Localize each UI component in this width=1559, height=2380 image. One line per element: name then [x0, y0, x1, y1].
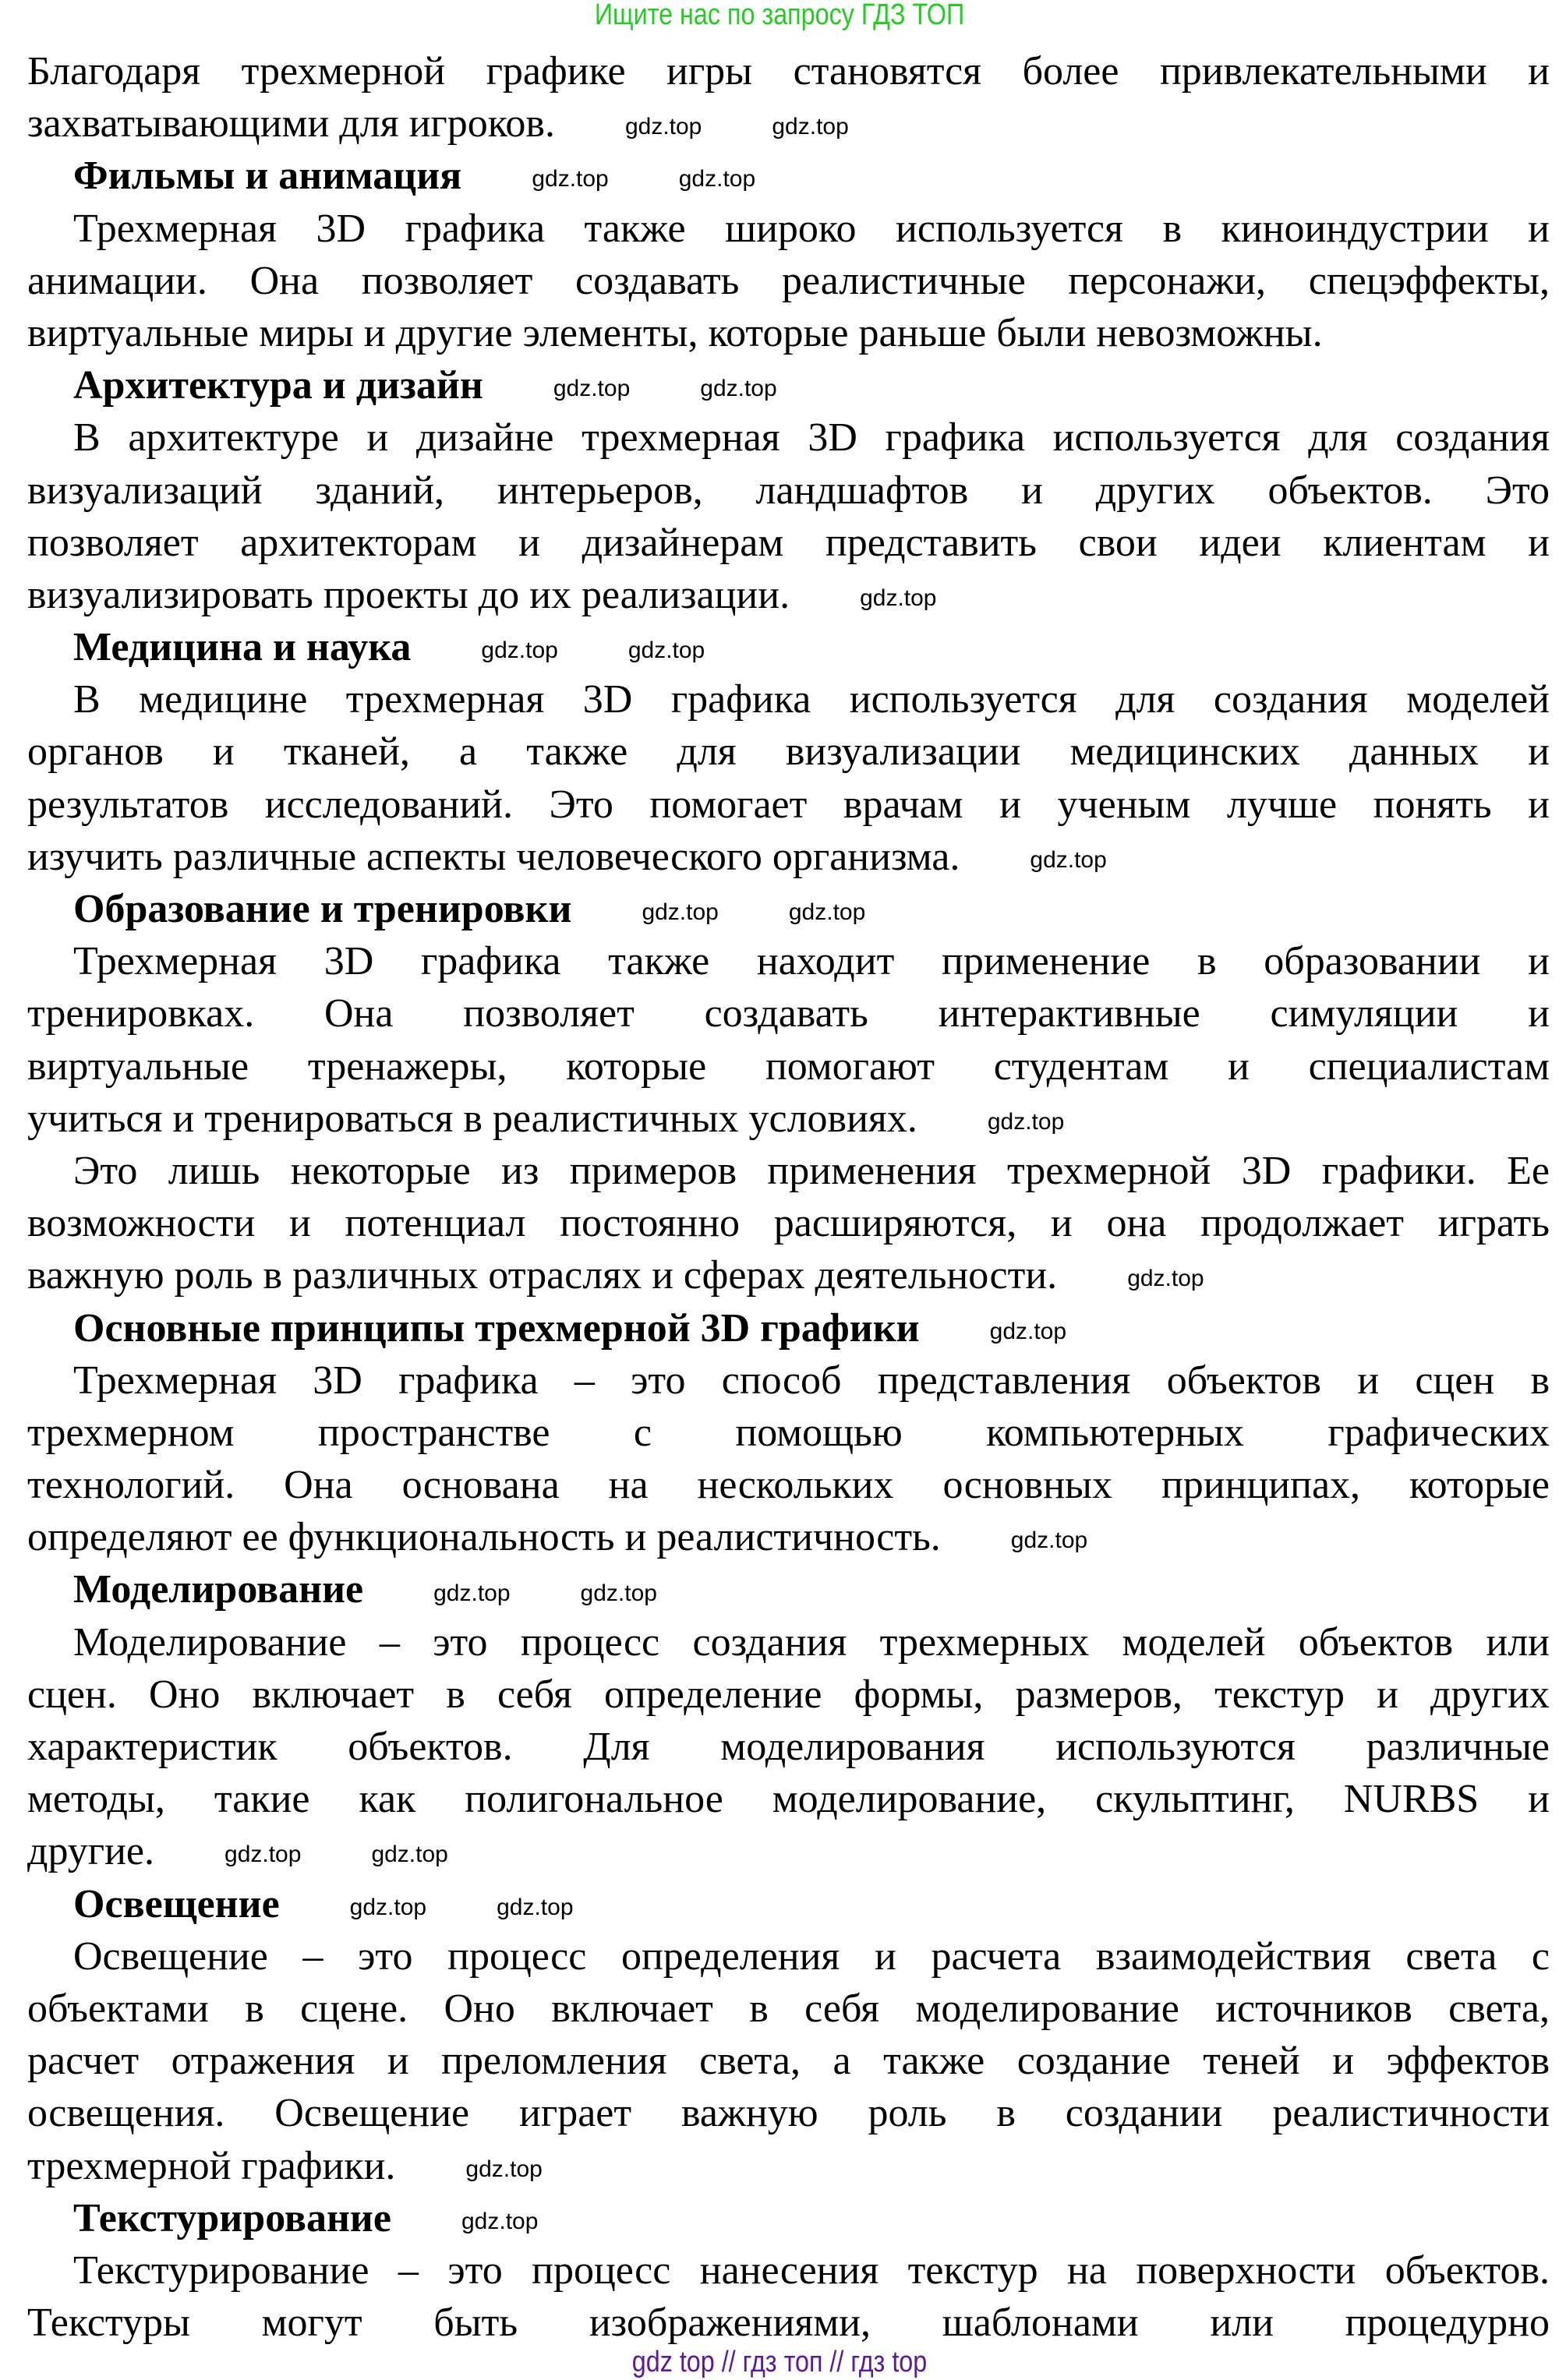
text-line-content: органов и тканей, а также для визуализации медицинских данных и: [27, 729, 1550, 775]
text-line-content: Моделирование – это процесс создания трехмерных моделей объектов или: [73, 1619, 1550, 1665]
text-line-content: Освещение: [73, 1881, 280, 1926]
text-line: [27, 1302, 1550, 1354]
paragraph: [27, 1354, 1550, 1564]
text-line-content: Моделирование: [73, 1567, 364, 1612]
text-line-content: тренировках. Она позволяет создавать интерактивные симуляции и: [27, 991, 1550, 1036]
text-line: [27, 2087, 1550, 2139]
section-heading: [27, 150, 1550, 202]
text-line-content: результатов исследований. Это помогает врачам и ученым лучше понять и: [27, 782, 1550, 827]
text-line: [27, 1825, 1550, 1877]
text-line-content: Благодаря трехмерной графике игры становятся более привлекательными и: [27, 49, 1550, 94]
search-banner: Ищите нас по запросу ГДЗ ТОП: [594, 0, 965, 31]
text-line-content: Медицина и наука: [73, 625, 412, 670]
text-line: [27, 621, 1550, 673]
text-line: [27, 1930, 1550, 1983]
watermark: gdz.top: [700, 376, 777, 402]
watermark: gdz.top: [772, 114, 849, 140]
text-line: [27, 2244, 1550, 2297]
text-line: [27, 2035, 1550, 2087]
text-line: [27, 1773, 1550, 1825]
text-line: [27, 464, 1550, 517]
text-line: [27, 831, 1550, 883]
text-line: [27, 569, 1550, 621]
text-line: [27, 1145, 1550, 1197]
watermark: gdz.top: [860, 584, 937, 611]
text-line-content: Трехмерная 3D графика – это способ представления объектов и сцен в: [73, 1358, 1550, 1403]
watermark: gdz.top: [580, 1580, 657, 1606]
text-line-content: освещения. Освещение играет важную роль в создании реалистичности: [27, 2091, 1550, 2136]
text-line: [27, 1878, 1550, 1930]
text-line: [27, 673, 1550, 726]
text-line-content: Трехмерная 3D графика также находит применение в образовании и: [73, 939, 1550, 984]
text-line-content: Текстурирование – это процесс нанесения текстур на поверхности объектов.: [73, 2248, 1550, 2293]
text-line-content: Трехмерная 3D графика также широко используется в киноиндустрии и: [73, 206, 1550, 251]
text-line-content: захватывающими для игроков.: [27, 101, 555, 147]
watermark: gdz.top: [627, 637, 705, 664]
text-line: [27, 97, 1550, 150]
text-line-content: виртуальные тренажеры, которые помогают студентам и специалистам: [27, 1043, 1550, 1089]
text-line-content: Фильмы и анимация: [73, 154, 462, 199]
watermark: gdz.top: [678, 166, 756, 192]
watermark: gdz.top: [1010, 1527, 1088, 1554]
text-line-content: Текстуры могут быть изображениями, шаблонами или процедурно: [27, 2301, 1550, 2346]
text-line-content: трехмерном пространстве с помощью компьютерных графических: [27, 1410, 1550, 1455]
text-line: [27, 1197, 1550, 1249]
text-line: [27, 517, 1550, 569]
watermark: gdz.top: [1127, 1266, 1204, 1292]
paragraph: [27, 2244, 1550, 2349]
text-line-content: виртуальные миры и другие элементы, которые раньше были невозможны.: [27, 310, 1323, 355]
text-line: [27, 1511, 1550, 1563]
text-line: [27, 411, 1550, 464]
watermark: gdz.top: [532, 166, 609, 192]
text-line-content: характеристик объектов. Для моделирования используются различные: [27, 1725, 1550, 1769]
text-line: [27, 726, 1550, 778]
section-heading: [27, 359, 1550, 411]
watermark: gdz.top: [642, 899, 719, 926]
text-line: [27, 1616, 1550, 1668]
watermark: gdz.top: [433, 1580, 511, 1606]
text-line: [27, 2140, 1550, 2192]
text-line: [27, 1721, 1550, 1773]
text-line-content: Образование и тренировки: [73, 887, 572, 931]
watermark: gdz.top: [788, 899, 866, 926]
text-line-content: Это лишь некоторые из примеров применения трехмерной 3D графики. Ее: [73, 1148, 1550, 1193]
text-line-content: объектами в сцене. Оно включает в себя моделирование источников света,: [27, 1986, 1550, 2031]
text-line-content: Освещение – это процесс определения и расчета взаимодействия света с: [73, 1933, 1550, 1979]
text-line-content: В медицине трехмерная 3D графика используется для создания моделей: [73, 677, 1550, 722]
text-line-content: трехмерной графики.: [27, 2143, 396, 2188]
text-line-content: визуализаций зданий, интерьеров, ландшафтов и других объектов. Это: [27, 468, 1550, 513]
text-line: [27, 883, 1550, 935]
text-line-content: Текстурирование: [73, 2195, 391, 2241]
text-line: [27, 359, 1550, 411]
text-line-content: расчет отражения и преломления света, а также создание теней и эффектов: [27, 2039, 1550, 2084]
paragraph: [27, 1616, 1550, 1878]
paragraph: [27, 935, 1550, 1145]
text-line: [27, 307, 1550, 359]
text-line-content: важную роль в различных отраслях и сферах деятельности.: [27, 1253, 1058, 1298]
text-line-content: определяют ее функциональность и реалистичность.: [27, 1515, 941, 1560]
text-line: [27, 987, 1550, 1040]
text-line: [27, 1668, 1550, 1721]
watermark: gdz.top: [989, 1318, 1067, 1344]
watermark: gdz.top: [497, 1894, 574, 1920]
paragraph: [27, 1145, 1550, 1302]
text-line: [27, 1983, 1550, 2035]
text-line: [27, 45, 1550, 97]
watermark: gdz.top: [481, 637, 558, 664]
text-line: [27, 2297, 1550, 2349]
text-line-content: анимации. Она позволяет создавать реалистичные персонажи, спецэффекты,: [27, 258, 1550, 303]
text-line: [27, 1093, 1550, 1145]
text-line-content: методы, такие как полигональное моделирование, скульптинг, NURBS и: [27, 1777, 1550, 1822]
watermark: gdz.top: [1030, 846, 1107, 873]
paragraph: [27, 203, 1550, 360]
text-line-content: возможности и потенциал постоянно расширяются, и она продолжает играть: [27, 1201, 1550, 1246]
section-heading: [27, 883, 1550, 935]
watermark: gdz.top: [461, 2208, 539, 2234]
text-line-content: позволяет архитекторам и дизайнерам представить свои идеи клиентам и: [27, 520, 1550, 565]
text-line: [27, 255, 1550, 307]
footer-banner: gdz top // гдз топ // гдз top: [631, 2346, 928, 2378]
text-line-content: технологий. Она основана на нескольких основных принципах, которые: [27, 1463, 1550, 1508]
text-line: [27, 1249, 1550, 1301]
paragraph: [27, 673, 1550, 883]
watermark: gdz.top: [987, 1108, 1065, 1135]
text-line: [27, 2192, 1550, 2244]
watermark: gdz.top: [553, 376, 631, 402]
text-line-content: визуализировать проекты до их реализации.: [27, 572, 790, 617]
text-line-content: учиться и тренироваться в реалистичных условиях.: [27, 1096, 917, 1141]
watermark: gdz.top: [465, 2156, 543, 2182]
text-line: [27, 779, 1550, 831]
watermark: gdz.top: [624, 114, 702, 140]
watermark: gdz.top: [371, 1841, 448, 1868]
section-heading: [27, 1563, 1550, 1616]
section-heading: [27, 621, 1550, 673]
text-line-content: изучить различные аспекты человеческого организма.: [27, 834, 960, 879]
text-line: [27, 1354, 1550, 1407]
paragraph: [27, 411, 1550, 621]
text-line-content: сцен. Оно включает в себя определение формы, размеров, текстур и других: [27, 1672, 1550, 1717]
text-line: [27, 203, 1550, 255]
watermark: gdz.top: [349, 1894, 427, 1920]
paragraph: [27, 45, 1550, 150]
text-line-content: другие.: [27, 1829, 155, 1874]
section-heading: [27, 1302, 1550, 1354]
paragraph: [27, 1930, 1550, 2192]
text-line: [27, 1407, 1550, 1459]
text-line-content: Основные принципы трехмерной 3D графики: [73, 1305, 920, 1351]
text-line: [27, 1459, 1550, 1511]
text-line: [27, 1563, 1550, 1616]
section-heading: [27, 1878, 1550, 1930]
text-line: [27, 935, 1550, 987]
watermark: gdz.top: [224, 1841, 302, 1868]
text-line-content: Архитектура и дизайн: [73, 363, 483, 408]
text-line-content: В архитектуре и дизайне трехмерная 3D графика используется для создания: [73, 415, 1550, 461]
document-body: [27, 45, 1550, 2349]
text-line: [27, 150, 1550, 202]
section-heading: [27, 2192, 1550, 2244]
text-line: [27, 1040, 1550, 1093]
